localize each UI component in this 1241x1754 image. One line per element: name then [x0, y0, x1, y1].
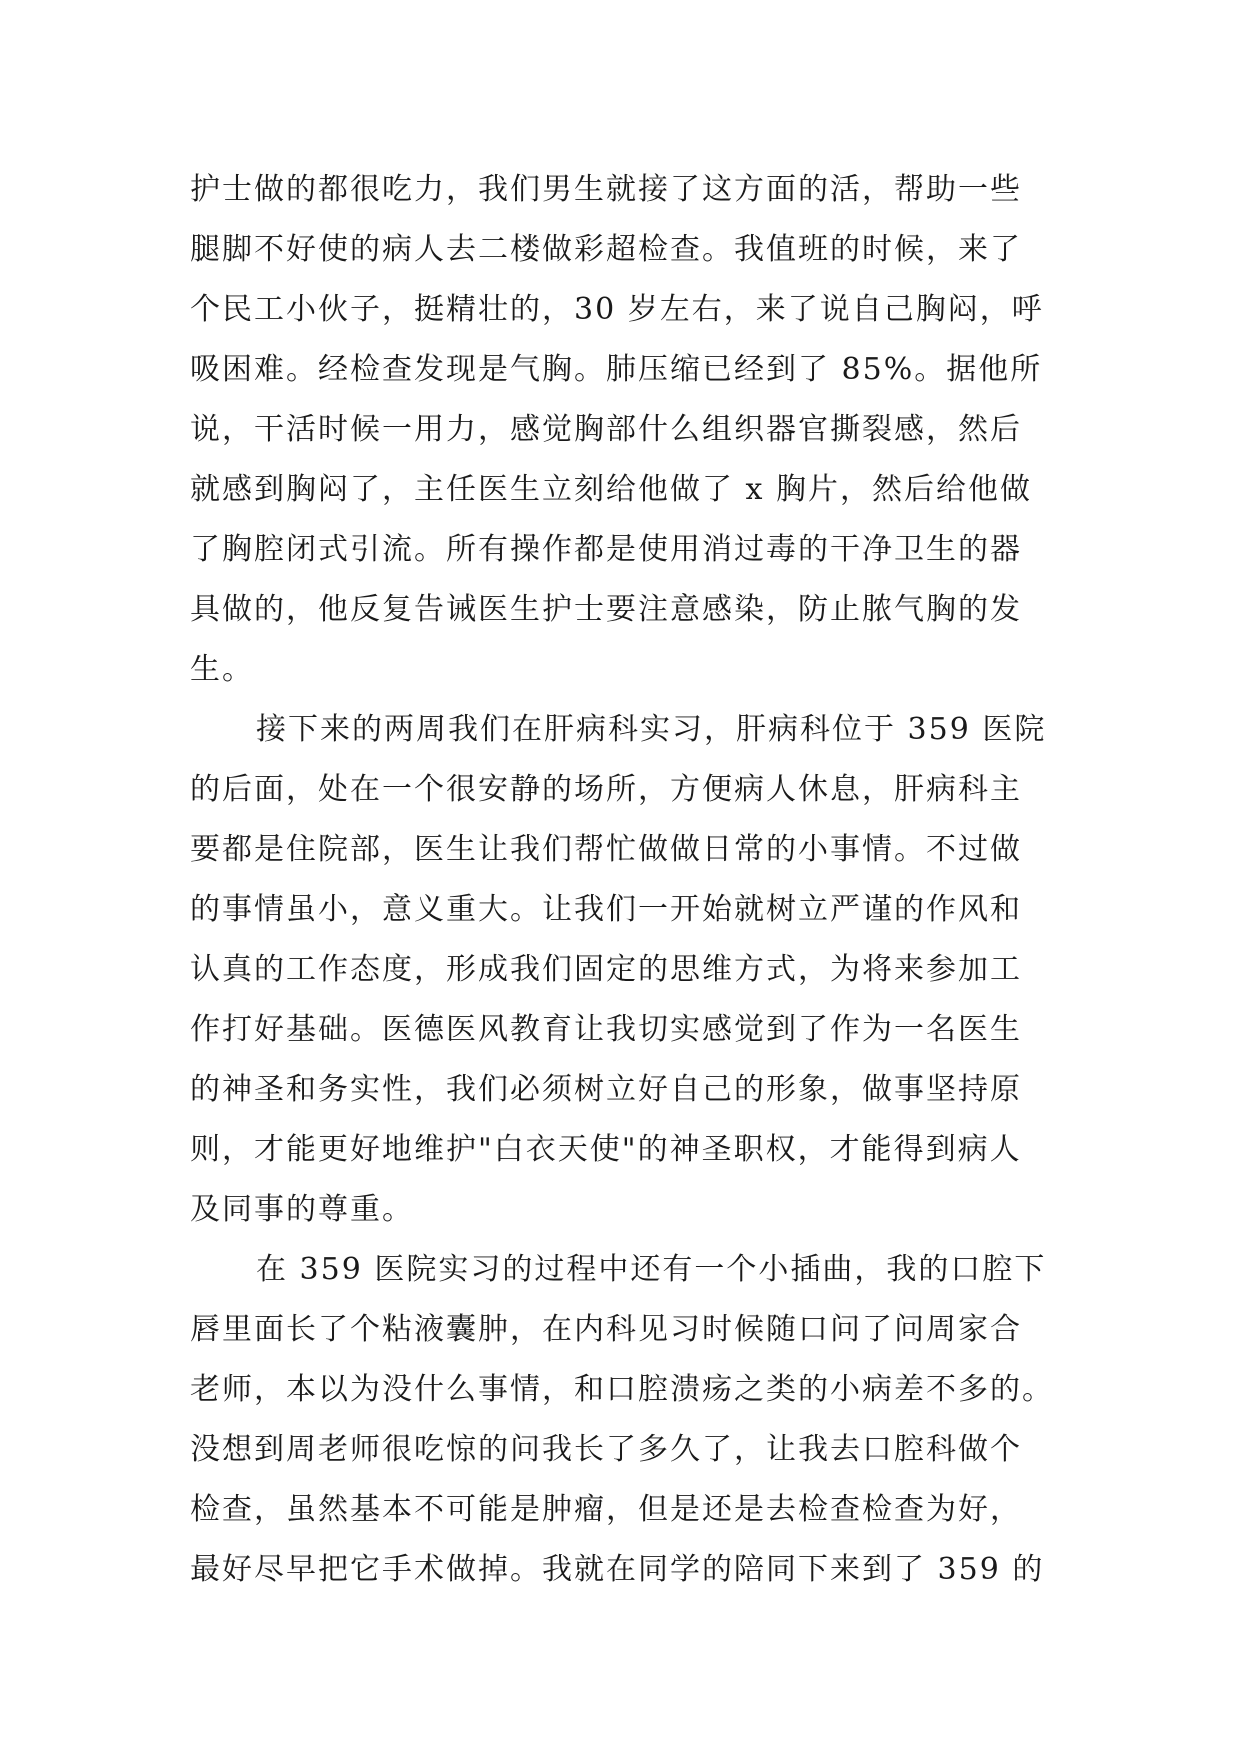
text-line: 护士做的都很吃力，我们男生就接了这方面的活，帮助一些 [190, 172, 1022, 207]
text-line: 的后面，处在一个很安静的场所，方便病人休息，肝病科主 [190, 772, 1022, 807]
text-line: 老师，本以为没什么事情，和口腔溃疡之类的小病差不多的。 [190, 1372, 1054, 1407]
text-line: 认真的工作态度，形成我们固定的思维方式，为将来参加工 [190, 952, 1022, 987]
text-line: 则，才能更好地维护"白衣天使"的神圣职权，才能得到病人 [190, 1132, 1022, 1167]
text-line: 唇里面长了个粘液囊肿，在内科见习时候随口问了问周家合 [190, 1312, 1022, 1347]
paragraph-1 [190, 160, 1050, 700]
text-line: 腿脚不好使的病人去二楼做彩超检查。我值班的时候，来了 [190, 232, 1022, 267]
text-line: 检查，虽然基本不可能是肿瘤，但是还是去检查检查为好， [190, 1492, 1022, 1527]
text-line: 的神圣和务实性，我们必须树立好自己的形象，做事坚持原 [190, 1072, 1022, 1107]
document-body [190, 160, 1054, 1600]
text-line: 具做的，他反复告诫医生护士要注意感染，防止脓气胸的发 [190, 592, 1022, 627]
text-line: 个民工小伙子，挺精壮的，30 岁左右，来了说自己胸闷，呼 [190, 292, 1044, 327]
text-line: 的事情虽小，意义重大。让我们一开始就树立严谨的作风和 [190, 892, 1022, 927]
text-line: 要都是住院部，医生让我们帮忙做做日常的小事情。不过做 [190, 832, 1022, 867]
text-line: 接下来的两周我们在肝病科实习，肝病科位于 359 医院 [256, 712, 1047, 747]
text-line: 作打好基础。医德医风教育让我切实感觉到了作为一名医生 [190, 1012, 1022, 1047]
text-line: 没想到周老师很吃惊的问我长了多久了，让我去口腔科做个 [190, 1432, 1022, 1467]
text-line: 及同事的尊重。 [190, 1192, 414, 1227]
text-line: 就感到胸闷了，主任医生立刻给他做了 x 胸片，然后给他做 [190, 472, 1032, 507]
text-line: 说，干活时候一用力，感觉胸部什么组织器官撕裂感，然后 [190, 412, 1022, 447]
paragraph-2 [190, 700, 1050, 1240]
text-line: 了胸腔闭式引流。所有操作都是使用消过毒的干净卫生的器 [190, 532, 1022, 567]
text-line: 生。 [190, 652, 254, 687]
paragraph-3 [190, 1240, 1054, 1600]
text-line: 最好尽早把它手术做掉。我就在同学的陪同下来到了 359 的 [190, 1552, 1045, 1587]
text-line: 在 359 医院实习的过程中还有一个小插曲，我的口腔下 [256, 1252, 1047, 1287]
text-line: 吸困难。经检查发现是气胸。肺压缩已经到了 85%。据他所 [190, 352, 1043, 387]
